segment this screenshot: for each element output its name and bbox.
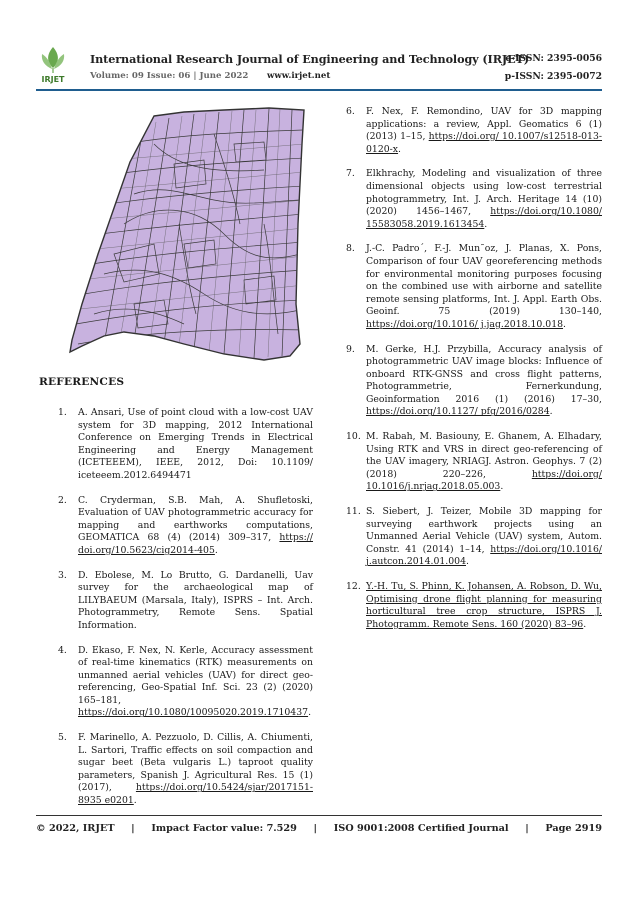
reference-text: F. Marinello, A. Pezzuolo, D. Cillis, A. Chiumenti, L. Sartori, Traffic effects on soil compaction and sugar beet (Beta vulgaris L.) taproot quality parameters, Spanish J. Agricultural Res. 15 (1) (2017),	[78, 732, 313, 794]
footer-separator: |	[525, 823, 529, 834]
reference-number: 10.	[346, 431, 361, 443]
reference-number: 5.	[58, 732, 67, 744]
reference-link[interactable]: https://doi.org/ 10.1016/j.nrjag.2018.05.003	[366, 468, 602, 493]
header-rule	[36, 89, 602, 91]
volume-issue: Volume: 09 Issue: 06 | June 2022	[90, 71, 249, 81]
street-map-figure	[64, 104, 324, 366]
reference-text: C. Cryderman, S.B. Mah, A. Shufletoski, Evaluation of UAV photogrammetric accuracy for mapping and earthworks computations, GEOMATICA 68 (4) (2014) 309–317,	[78, 494, 313, 544]
footer-rule	[36, 815, 602, 816]
logo-wordmark: IRJET	[41, 75, 65, 84]
references-column-right	[346, 106, 602, 643]
reference-number: 6.	[346, 106, 355, 117]
page-footer	[36, 823, 602, 834]
footer-page-number: Page 2919	[545, 823, 602, 834]
reference-item	[58, 407, 313, 483]
reference-text: D. Ebolese, M. Lo Brutto, G. Dardanelli, Uav survey for the archaeological map of LILYBAEUM (Marsala, Italy), ISPRS – Int. Arch. Photogrammetry, Remote Sens. Spatial Information.	[78, 569, 313, 631]
reference-text: M. Gerke, H.J. Przybilla, Accuracy analysis of photogrammetric UAV image blocks: Influence of onboard RTK-GNSS and cross flight patterns, Photogrammetrie, Fernerkundung, Geoinformation 2016 (1) (2016) 17–30,	[366, 343, 602, 405]
reference-item: 10. M. Rabah, M. Basiouny, E. Ghanem, A. Elhadary, Using RTK and VRS in direct geo-referencing of the UAV imagery, NRIAGJ. Astron. Geophys. 7 (2) (2018) 220–226, https://doi.org/ 10.1016/j.nrjag.2018.05.003.	[346, 431, 602, 493]
references-column-left	[58, 407, 313, 820]
website-link[interactable]: www.irjet.net	[267, 71, 331, 81]
reference-item: 5. F. Marinello, A. Pezzuolo, D. Cillis, A. Chiumenti, L. Sartori, Traffic effects on soil compaction and sugar beet (Beta vulgaris L.) taproot quality parameters, Spanish J. Agricultural Res. 15 (1) (2017), https://doi.org/10.5424/sjar/2017151-8935 e0201.	[58, 732, 313, 807]
footer-impact-factor: Impact Factor value: 7.529	[151, 823, 297, 834]
reference-text: J.-C. Padro´, F.-J. Mun˜oz, J. Planas, X. Pons, Comparison of four UAV georeferencing methods for environmental monitoring purposes focusing on the combined use with airborne and satellite remote sensing platforms, Int. J. Appl. Earth Obs. Geoinf. 75 (2019) 130–140,	[366, 243, 602, 318]
reference-item: 6. F. Nex, F. Remondino, UAV for 3D mapping applications: a review, Appl. Geomatics 6 (1) (2013) 1–15, https://doi.org/ 10.1007/s12518-013-0120-x.	[346, 106, 602, 155]
reference-item: 9. M. Gerke, H.J. Przybilla, Accuracy analysis of photogrammetric UAV image blocks: Influence of onboard RTK-GNSS and cross flight patterns, Photogrammetrie, Fernerkundung, Geoinformation 2016 (1) (2016) 17–30, https://doi.org/10.1127/ pfg/2016/0284.	[346, 343, 602, 418]
footer-separator: |	[131, 823, 135, 834]
reference-item: 12. Y.-H. Tu, S. Phinn, K. Johansen, A. Robson, D. Wu, Optimising drone flight planning for measuring horticultural tree crop structure, ISPRS J. Photogramm. Remote Sens. 160 (2020) 83–96.	[346, 581, 602, 630]
reference-item: 4. D. Ekaso, F. Nex, N. Kerle, Accuracy assessment of real-time kinematics (RTK) measurements on unmanned aerial vehicles (UAV) for direct geo-referencing, Geo-Spatial Inf. Sci. 23 (2) (2020) 165–181, https://doi.org/10.1080/10095020.2019.1710437.	[58, 644, 313, 719]
reference-text: F. Nex, F. Remondino, UAV for 3D mapping applications: a review, Appl. Geomatics 6 (1) (2013) 1–15,	[366, 106, 602, 143]
journal-title: International Research Journal of Engineering and Technology (IRJET)	[90, 52, 529, 66]
reference-link[interactable]: https://doi.org/10.1016/ j.autcon.2014.01.004	[366, 543, 602, 568]
map-area	[70, 108, 304, 360]
reference-link[interactable]: https://doi.org/10.5424/sjar/2017151-8935 e0201	[78, 782, 313, 807]
reference-item: 11. S. Siebert, J. Teizer, Mobile 3D mapping for surveying earthwork projects using an Unmanned Aerial Vehicle (UAV) system, Autom. Constr. 41 (2014) 1–14, https://doi.org/10.1016/ j.autcon.2014.01.004.	[346, 506, 602, 568]
reference-link[interactable]: Y.-H. Tu, S. Phinn, K. Johansen, A. Robson, D. Wu, Optimising drone flight planning for measuring horticultural tree crop structure, ISPRS J. Photogramm. Remote Sens. 160 (2020) 83–96	[366, 581, 602, 630]
reference-number: 8.	[346, 243, 355, 255]
reference-number: 1.	[58, 407, 67, 418]
reference-link[interactable]: https://doi.org/10.1080/10095020.2019.1710437	[78, 707, 309, 719]
reference-link[interactable]: https://doi.org/ 10.1007/s12518-013-0120-x	[366, 131, 602, 155]
footer-copyright: © 2022, IRJET	[36, 823, 115, 834]
reference-text: M. Rabah, M. Basiouny, E. Ghanem, A. Elhadary, Using RTK and VRS in direct geo-referencing of the UAV imagery, NRIAGJ. Astron. Geophys. 7 (2) (2018) 220–226,	[366, 431, 602, 480]
reference-number: 4.	[58, 644, 67, 656]
reference-number: 9.	[346, 343, 355, 355]
reference-item	[58, 570, 313, 633]
e-issn: e-ISSN: 2395-0056	[505, 53, 602, 64]
reference-link[interactable]: https://doi.org/10.1016/ j.jag.2018.10.018	[366, 318, 564, 330]
page-header	[36, 44, 602, 86]
reference-number: 3.	[58, 569, 67, 581]
footer-iso: ISO 9001:2008 Certified Journal	[333, 823, 509, 834]
reference-text: D. Ekaso, F. Nex, N. Kerle, Accuracy assessment of real-time kinematics (RTK) measurements on unmanned aerial vehicles (UAV) for direct geo-referencing, Geo-Spatial Inf. Sci. 23 (2) (2020) 165–181,	[78, 644, 313, 706]
reference-text: A. Ansari, Use of point cloud with a low-cost UAV system for 3D mapping, 2012 International Conference on Emerging Trends in Electrical Engineering and Energy Management (ICETEEEM), IEEE, 2012, Doi: 10.1109/ iceteeem.2012.6494471	[78, 407, 313, 481]
reference-text: S. Siebert, J. Teizer, Mobile 3D mapping for surveying earthwork projects using an Unmanned Aerial Vehicle (UAV) system, Autom. Constr. 41 (2014) 1–14,	[366, 506, 602, 555]
irjet-logo	[36, 44, 70, 84]
reference-number: 2.	[58, 494, 67, 506]
references-heading: REFERENCES	[39, 376, 125, 388]
reference-number: 11.	[346, 506, 361, 518]
p-issn: p-ISSN: 2395-0072	[504, 71, 602, 82]
reference-link[interactable]: https:// doi.org/10.5623/cig2014-405	[78, 532, 313, 556]
reference-link[interactable]: https://doi.org/10.1080/ 15583058.2019.1613454	[366, 206, 602, 230]
reference-item: 8. J.-C. Padro´, F.-J. Mun˜oz, J. Planas, X. Pons, Comparison of four UAV georeferencing methods for environmental monitoring purposes focusing on the combined use with airborne and satellite remote sensing platforms, Int. J. Appl. Earth Obs. Geoinf. 75 (2019) 130–140, https://doi.org/10.1016/ j.jag.2018.10.018.	[346, 243, 602, 330]
footer-separator: |	[313, 823, 318, 834]
reference-link[interactable]: https://doi.org/10.1127/ pfg/2016/0284	[366, 406, 550, 418]
reference-item: 2. C. Cryderman, S.B. Mah, A. Shufletoski, Evaluation of UAV photogrammetric accuracy for mapping and earthworks computations, GEOMATICA 68 (4) (2014) 309–317, https:// doi.org/10.5623/cig2014-405.	[58, 494, 313, 556]
reference-number: 7.	[346, 168, 355, 180]
reference-text: Elkhrachy, Modeling and visualization of three dimensional objects using low-cost terrestrial photogrammetry, Int. J. Arch. Heritage 14 (10) (2020) 1456–1467,	[366, 168, 602, 218]
reference-item: 7. Elkhrachy, Modeling and visualization of three dimensional objects using low-cost terrestrial photogrammetry, Int. J. Arch. Heritage 14 (10) (2020) 1456–1467, https://doi.org/10.1080/ 15583058.2019.1613454.	[346, 168, 602, 230]
reference-number: 12.	[346, 581, 361, 592]
